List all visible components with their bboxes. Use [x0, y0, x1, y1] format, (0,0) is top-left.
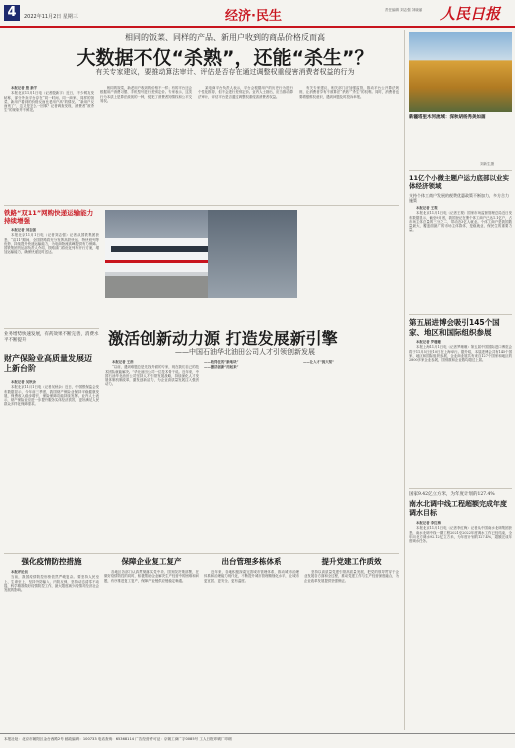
left-story-byline: 本报记者 吴秋余 — [11, 380, 36, 384]
bottom-story-4-body — [304, 570, 399, 725]
lead-text-2: 相同的饭菜，新老用户收到的价格不一样；有的平台还会根据用户消费习惯、手机型号进行差别定价。专家表示，这类行为本质上是算法歧视的一种，侵犯了消费者知情权和公平交易权。 — [100, 86, 192, 103]
lead-text-1: 本报北京11月1日电（记者殷新宇）近日，不少网友发帖称，部分外卖平台存在“同一时间、同一商家、同样的饭菜，新用户看到的价格反而比老用户高”的情况。“新用户反而贵了”，这又是怎么一回事？记者调查发现，消费者“被杀生”的现象并不鲜见。 — [4, 91, 94, 113]
right-story1-body — [409, 206, 512, 312]
bottom-story-3-headline: 出台管理多栋体系 — [221, 557, 282, 566]
lead-byline: 本报记者 殷 新宇 — [11, 86, 38, 90]
right-story2-text: 本报上海11月1日电（记者罗珊珊）第五届中国国际进口博览会将于11月5日至10日在上海举行。据介绍，本届进博会共有145个国家、地区和国际组织参展，企业商业展共有来自127个国家和地区的2800多家企业参展，国别数和企业数均超过上届。 — [409, 345, 512, 363]
lead-column-4 — [299, 86, 399, 202]
right-story1-subhead: 支持个体工商户发展的税费优惠政策不断加力，多方合力施策 — [409, 193, 509, 203]
forest-photo — [409, 32, 512, 112]
photo-credit: 刘新生摄 — [480, 162, 494, 166]
lead-column-3 — [198, 86, 293, 202]
feature-text: “以前，遇到难题总是先找外面的专家，现在我们自己的技术团队就能解决。”华北油田公司一位技术骨干说。近年来，中国石油华北油田公司坚持人才引领发展战略，持续深化人才发展体制机制改革，激发创新活力，为企业高质量发展注入强劲动力。 — [105, 365, 199, 387]
feature-section-2: ——激活创新“用起来” — [204, 365, 239, 370]
divider — [4, 205, 399, 206]
bottom-story-4-text: 坚持以高质量党建引领高质量发展，把党的领导贯穿于企业发展各方面和全过程，推动党建工作与生产经营深度融合，为企业改革发展提供坚强保证。 — [304, 570, 399, 583]
left-story-kicker: 业务增势快速发展，有药效果不断完善，消费水平不断提升 — [4, 332, 99, 343]
masthead-rule — [0, 26, 515, 28]
feature-column-1 — [105, 360, 199, 550]
feature-column-2 — [204, 360, 298, 550]
section-title: 经济·民生 — [225, 9, 282, 24]
right-story3-kicker: 国家9.42亿立方米，为年度计划的127.4% — [409, 492, 495, 497]
bottom-story-2 — [104, 557, 199, 727]
right-story3-body — [409, 521, 512, 726]
bottom-story-2-headline: 保障企业复工复产 — [121, 557, 182, 566]
left-story-text: 本报北京11月1日电（记者吴秋余）近日，中国银保监会发布数据显示，今年前三季度，我国财产保险业保持平稳健康发展，保费收入稳步增长，保险保障功能持续发挥。业内人士表示，财产保险业应进一步提升服务实体经济质效，更好满足人民群众多样化保障需求。 — [4, 385, 99, 407]
sidebar-byline: 本报记者 刘志强 — [11, 228, 36, 232]
bottom-story-3-body — [204, 570, 299, 725]
lead-column-1 — [4, 86, 94, 202]
footer-rule — [0, 733, 515, 734]
photo-caption: 新疆塔里木河流域：深秋胡杨秀美如画 — [409, 115, 486, 120]
left-story-headline: 财产保险业高质量发展迈上新台阶 — [4, 354, 92, 373]
bottom-story-1-body — [4, 570, 99, 725]
bottom-story-2-text: 各地区各部门认真贯彻落实党中央、国务院决策部署，在做好疫情防控的同时，积极帮助企业解决生产经营中的困难和问题，有序推进复工复产，保障产业链供应链稳定畅通。 — [104, 570, 199, 583]
paper-name-logo: 人民日报 — [440, 5, 501, 23]
left-story-body — [4, 380, 99, 550]
feature-column-3 — [303, 360, 399, 550]
bottom-story-1-byline: 本报评论员 — [11, 570, 28, 574]
bottom-story-4 — [304, 557, 399, 727]
editor-line: 责任编辑 刘志强 刘晓丽 — [385, 8, 423, 12]
sidebar-headline: 铁路“双11”网购快递运输能力持续增强 — [4, 209, 94, 225]
sidebar-text: 本报北京11月1日电（记者刘志强）记者从国铁集团获悉，“双11”期间，全国铁路将充分发挥高铁快运、特快班列等优势，持续提升快递运输能力，为电商物流高峰提供有力保障。国铁集团货运部负责人介绍，铁路部门将优化列车开行方案，增加运输能力，确保快递及时送达。 — [4, 233, 99, 255]
divider — [4, 553, 399, 554]
divider — [409, 314, 512, 315]
lead-headline: 大数据不仅“杀熟”，还能“杀生”？ — [76, 47, 374, 69]
sidebar-body — [4, 228, 99, 323]
lead-column-2 — [100, 86, 192, 202]
bottom-story-1-text: 当前，我国疫情防控形势依然严峻复杂。要坚持人民至上、生命至上，坚持外防输入、内防反弹，坚持动态清零不动摇，科学精准做好疫情防控工作，最大限度减少疫情对经济社会发展的影响。 — [4, 575, 99, 593]
feature-subtitle: ——中国石油华北油田公司人才引领创新发展 — [175, 348, 315, 356]
right-story1-text: 本报北京11月1日电（记者王观）国家市场监督管理总局近日发布数据显示，截至9月底，我国登记在册个体工商户已达1.1亿户，占市场主体总量的三分之二，带动近3亿人就业。个体工商户是我国数量最大、覆盖面最广的市场主体群体，是稳就业、保民生的重要力量。 — [409, 211, 512, 233]
divider — [409, 170, 512, 171]
bottom-story-1-headline: 强化疫情防控措施 — [21, 557, 82, 566]
right-story1-headline: 11亿个小微主题户运力底部以业实体经济领域 — [409, 174, 510, 190]
divider — [404, 30, 405, 730]
masthead — [0, 0, 515, 30]
feature-section-1: ——收得住的“新地块” — [204, 360, 239, 364]
bottom-story-1 — [4, 557, 99, 727]
lead-text-4: 有关专家建议，相关部门应加强监管，推动平台公开算法规则，让消费者享有不被算法“杀熟”“杀生”的权利。同时，消费者也要增强维权意识，遇到问题及时投诉举报。 — [299, 86, 399, 99]
right-story2-body — [409, 340, 512, 485]
lead-kicker: 相同的饭菜、同样的产品、新用户收到的商品价格反而高 — [125, 33, 325, 42]
bottom-story-3-text: 近年来，各地积极探索完善城市管理体系，推动城市治理体系和治理能力现代化，不断提升城市管理精细化水平，让城市更宜居、更安全、更有温度。 — [204, 570, 299, 583]
right-story2-byline: 本报记者 罗珊珊 — [416, 340, 441, 344]
lead-subtitle: 有关专家建议，要推动算法审计、评估是否存在通过调整权重侵害消费者权益的行为 — [95, 68, 355, 76]
divider — [409, 488, 512, 489]
right-story3-text: 本报北京11月1日电（记者李红梅）记者从中国南水北调集团获悉，南水北调中线一期工程2021至2022年度调水工作已经结束，全年向北方调水92.12亿立方米，为年度计划的127.4%，超额完成年度调水任务。 — [409, 526, 512, 544]
feature-section-3: ——让人才“挑大梁” — [303, 360, 335, 364]
feature-headline: 激活创新动力源 打造发展新引擎 — [108, 329, 338, 348]
divider — [4, 328, 99, 329]
lead-text-3: 某电商平台负责人表示，平台会根据用户的历史行为进行个性化推荐，但不会进行差别定价。业内人士指出，应当推动算法审计，评估平台是否通过调整权重侵害消费者权益。 — [198, 86, 293, 99]
worker-photo — [208, 210, 297, 298]
right-story2-headline: 第五届进博会吸引145个国家、地区和国际组织参展 — [409, 318, 500, 337]
right-story1-byline: 本报记者 王观 — [416, 206, 438, 210]
footer-text: 本报社址：北京市朝阳区金台西路2号 邮政编码：100733 电话查询：65368114 广告经营许可证：京朝工商广字0085号 工人日报印刷厂印刷 — [4, 737, 232, 741]
bottom-story-3 — [204, 557, 299, 727]
feature-byline: 本报记者 王浩 — [112, 360, 134, 364]
page-number-badge: 4 — [4, 5, 20, 21]
date-line: 2022年11月2日 星期三 — [24, 14, 78, 20]
bottom-story-4-headline: 提升党建工作质效 — [321, 557, 382, 566]
right-story3-headline: 南水北调中线工程超额完成年度调水目标 — [409, 500, 507, 517]
bottom-story-2-body — [104, 570, 199, 725]
right-story3-byline: 本报记者 李红梅 — [416, 521, 441, 525]
